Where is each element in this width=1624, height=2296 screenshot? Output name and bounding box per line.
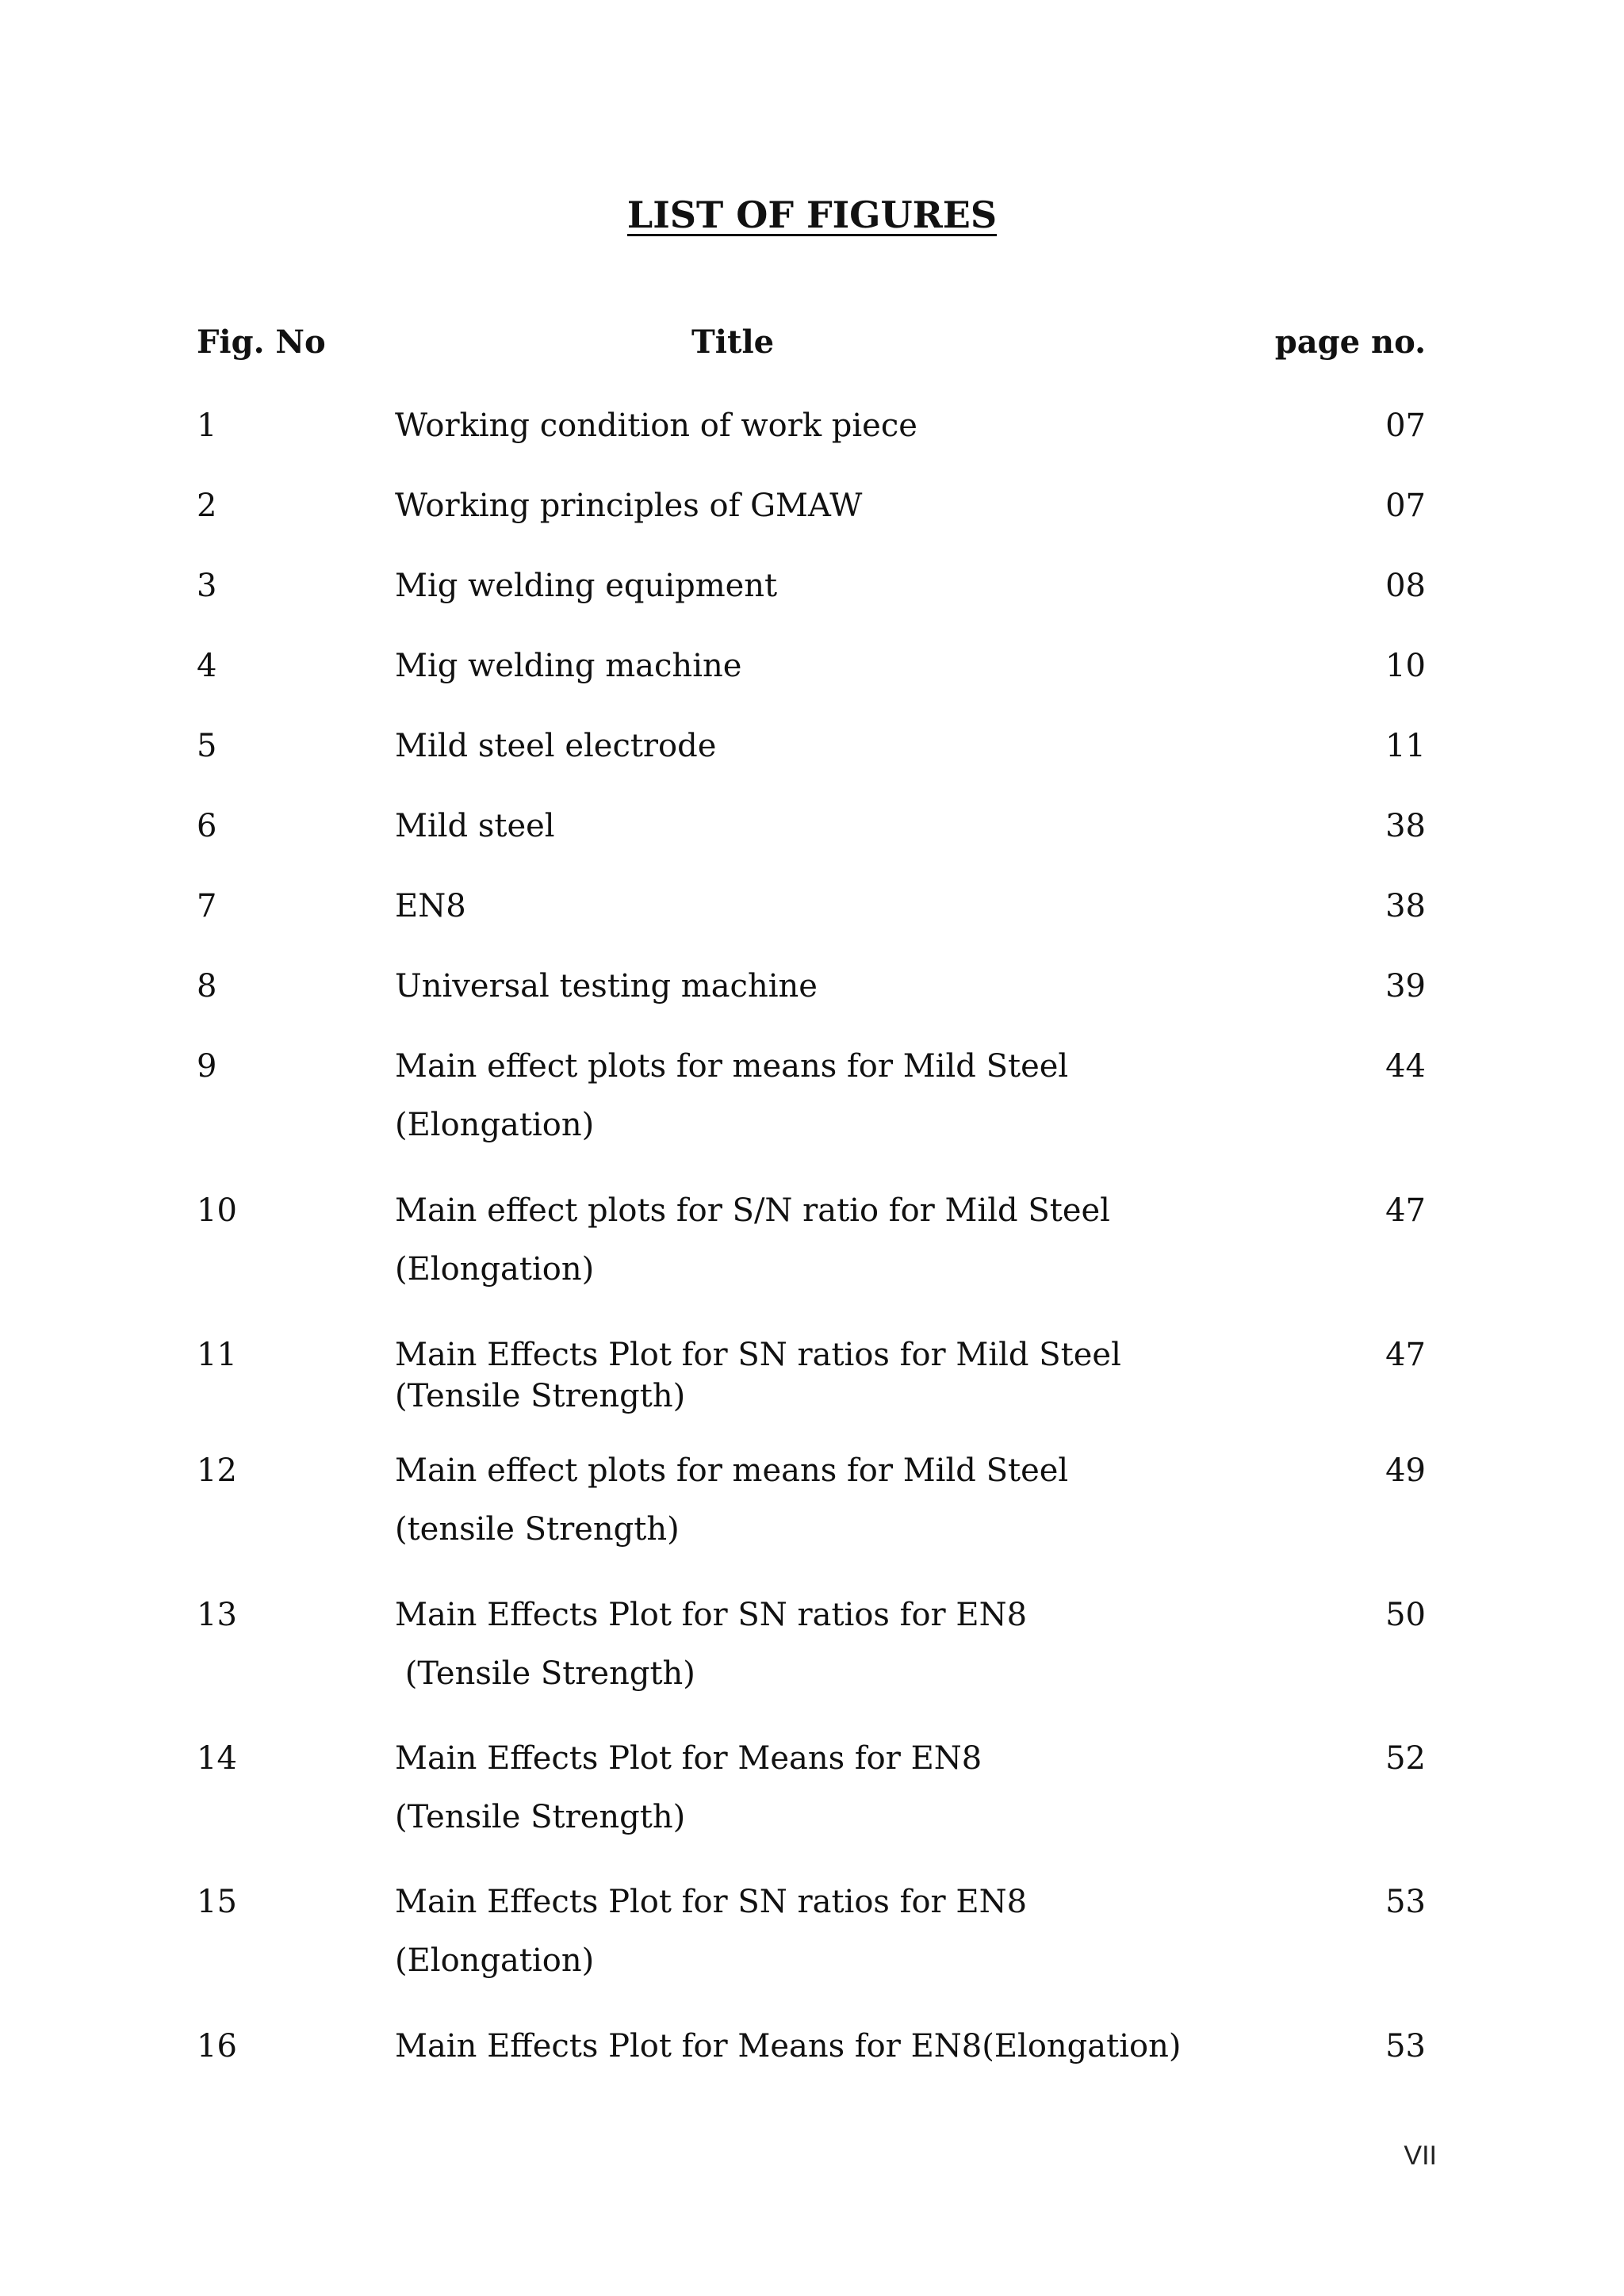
figure-title: Mig welding machine xyxy=(395,648,742,684)
figure-title: Working condition of work piece xyxy=(395,408,917,444)
figure-title: Main effect plots for means for Mild Steel (Elongation) xyxy=(395,1048,1069,1143)
figure-page: 52 xyxy=(1385,1740,1426,1777)
figure-page: 10 xyxy=(1385,648,1426,684)
figure-title: Main effect plots for means for Mild Steel (tensile Strength) xyxy=(395,1452,1069,1548)
figure-page: 47 xyxy=(1385,1192,1426,1229)
figure-title: Main Effects Plot for SN ratios for Mild Steel (Tensile Strength) xyxy=(395,1337,1121,1414)
figure-title: Main Effects Plot for Means for EN8(Elongation) xyxy=(395,2028,1182,2064)
figure-number: 15 xyxy=(197,1884,237,1920)
figure-title: Universal testing machine xyxy=(395,968,818,1004)
figure-page: 50 xyxy=(1385,1597,1426,1633)
figure-number: 9 xyxy=(197,1048,217,1085)
figure-page: 38 xyxy=(1385,808,1426,844)
figure-title: Main Effects Plot for SN ratios for EN8 (Tensile Strength) xyxy=(395,1597,1028,1692)
figure-page: 53 xyxy=(1385,2028,1426,2064)
figure-title: EN8 xyxy=(395,888,466,924)
figure-title: Mild steel xyxy=(395,808,555,844)
page-title: LIST OF FIGURES xyxy=(626,193,998,236)
column-header-fig-no: Fig. No xyxy=(197,323,326,361)
figure-page: 38 xyxy=(1385,888,1426,924)
figure-title: Main effect plots for S/N ratio for Mild Steel (Elongation) xyxy=(395,1192,1110,1288)
figure-page: 44 xyxy=(1385,1048,1426,1085)
figure-number: 14 xyxy=(197,1740,237,1777)
figure-number: 13 xyxy=(197,1597,237,1633)
figure-page: 53 xyxy=(1385,1884,1426,1920)
figure-number: 4 xyxy=(197,648,217,684)
figure-number: 2 xyxy=(197,488,217,524)
figure-title: Main Effects Plot for Means for EN8 (Tensile Strength) xyxy=(395,1740,982,1835)
figure-number: 6 xyxy=(197,808,217,844)
figure-page: 07 xyxy=(1385,408,1426,444)
figure-title: Main Effects Plot for SN ratios for EN8 (Elongation) xyxy=(395,1884,1028,1979)
figure-page: 08 xyxy=(1385,568,1426,604)
figure-number: 11 xyxy=(197,1337,237,1373)
figure-page: 39 xyxy=(1385,968,1426,1004)
figure-page: 49 xyxy=(1385,1452,1426,1489)
figure-number: 1 xyxy=(197,408,217,444)
figure-number: 16 xyxy=(197,2028,237,2064)
figure-number: 7 xyxy=(197,888,217,924)
figure-page: 11 xyxy=(1385,728,1426,764)
figure-title: Mig welding equipment xyxy=(395,568,778,604)
figure-page: 47 xyxy=(1385,1337,1426,1373)
page-number: VII xyxy=(1404,2141,1437,2171)
figure-title: Working principles of GMAW xyxy=(395,488,863,524)
figure-number: 10 xyxy=(197,1192,237,1229)
column-header-page-no: page no. xyxy=(1274,323,1426,361)
figure-title: Mild steel electrode xyxy=(395,728,717,764)
figure-number: 8 xyxy=(197,968,217,1004)
column-header-title: Title xyxy=(691,323,775,361)
figure-page: 07 xyxy=(1385,488,1426,524)
figure-number: 3 xyxy=(197,568,217,604)
figure-number: 5 xyxy=(197,728,217,764)
figure-number: 12 xyxy=(197,1452,237,1489)
